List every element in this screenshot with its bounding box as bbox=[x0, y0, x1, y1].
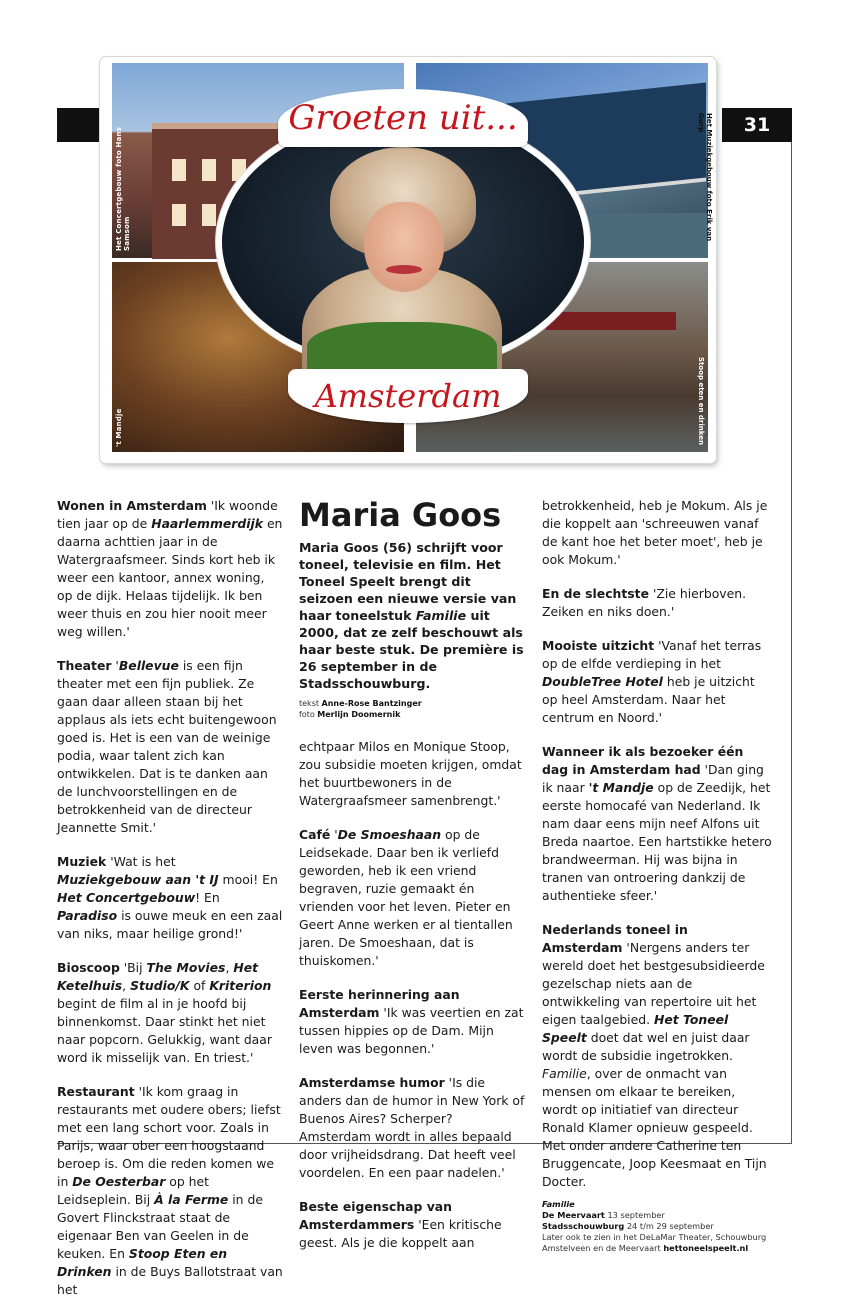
paragraph-toneel: Nederlands toneel in Amsterdam 'Nergens anders ter wereld doet het bestgesubsidieerde gezelschap niets aan de ontwikkeling van repertoire uit het eigen taalgebied. Het Toneel Speelt doet dat wel en juist daar wordt de subsidie ingetrokken. Familie, over de onmacht van mensen om elkaar te bereiken, wordt op initiatief van directeur Ronald Klamer opnieuw gespeeld. Met onder andere Catherine ten Bruggencate, Joop Keesmaat en Tijn Docter. bbox=[542, 922, 767, 1189]
paragraph-herinnering: Eerste herinnering aan Amsterdam 'Ik was veertien en zat tussen hippies op de Dam. Mijn leven was begonnen.' bbox=[299, 987, 524, 1056]
paragraph-uitzicht: Mooiste uitzicht 'Vanaf het terras op de elfde verdieping in het DoubleTree Hotel heb je uitzicht op heel Amsterdam. Naar het centrum en Noord.' bbox=[542, 638, 762, 725]
website-link: hettoneelspeelt.nl bbox=[663, 1243, 749, 1253]
caption-concertgebouw: Het Concertgebouw foto Hans Samsom bbox=[115, 126, 131, 251]
awning-shape bbox=[546, 312, 676, 330]
page-tab-left bbox=[57, 108, 105, 142]
face-shape bbox=[364, 202, 444, 292]
postcard-collage bbox=[100, 57, 716, 463]
paragraph-cafe: Café 'De Smoeshaan op de Leidsekade. Daar ben ik verliefd geworden, heb ik een vriend begraven, ruzie gemaakt én vrienden voor het leven. Pieter en Geert Anne werken er al tientallen jaren. De Smoeshaan, dat is thuiskomen.' bbox=[299, 827, 513, 968]
caption-mandje: 't Mandje bbox=[115, 408, 123, 447]
paragraph-stoop-cont: echtpaar Milos en Monique Stoop, zou subsidie moeten krijgen, omdat het buurtbewoners in de Watergraafsmeer samenbrengt.' bbox=[299, 739, 522, 808]
banner-groeten: Groeten uit... bbox=[278, 89, 528, 147]
column-3 bbox=[542, 497, 772, 1254]
article-credits: tekst Anne-Rose Bantzinger foto Merlijn Doomernik bbox=[299, 699, 422, 719]
column-1 bbox=[57, 497, 283, 1315]
banner-amsterdam: Amsterdam bbox=[288, 369, 528, 423]
article-intro: Maria Goos (56) schrijft voor toneel, televisie en film. Het Toneel Speelt brengt dit seizoen een nieuwe versie van haar toneelstuk Familie uit 2000, dat ze zelf beschouwt als haar beste stuk. De première is 26 september in de Stadsschouwburg. bbox=[299, 540, 524, 691]
paragraph-mokum: betrokkenheid, heb je Mokum. Als je die koppelt aan 'schreeuwen vanaf de kant hoe het beter moet', heb je ook Mokum.' bbox=[542, 498, 768, 567]
paragraph-bezoeker: Wanneer ik als bezoeker één dag in Amsterdam had 'Dan ging ik naar 't Mandje op de Zeedijk, het eerste homocafé van Nederland. Ik nam daar eens mijn neef Alfons uit Breda naartoe. Een hartstikke hetero brandweerman. Hij was bijna in tranen van ontroering dankzij de authentieke sfeer.' bbox=[542, 744, 772, 903]
paragraph-restaurant: Restaurant 'Ik kom graag in restaurants met oudere obers; liefst met een lang schort voor. Zoals in Parijs, waar ober een hoogstaand beroep is. Om die reden komen we in De Oesterbar op het Leidseplein. Bij À la Ferme in de Govert Flinckstraat staat de eigenaar Ben van Geelen in de keuken. En Stoop Eten en Drinken in de Buys Ballotstraat van het bbox=[57, 1084, 283, 1297]
portrait-oval bbox=[222, 117, 584, 367]
column-2 bbox=[299, 497, 527, 1268]
page-number: 31 bbox=[722, 108, 792, 142]
article-title: Maria Goos bbox=[299, 496, 502, 534]
lips-shape bbox=[386, 265, 422, 274]
paragraph-eigenschap: Beste eigenschap van Amsterdammers 'Een kritische geest. Als je die koppelt aan bbox=[299, 1199, 502, 1250]
paragraph-muziek: Muziek 'Wat is het Muziekgebouw aan 't IJ mooi! En Het Concertgebouw! En Paradiso is ouwe meuk en een zaal van niks, maar heilige grond!' bbox=[57, 854, 283, 941]
paragraph-slechtste: En de slechtste 'Zie hierboven. Zeiken en niks doen.' bbox=[542, 586, 747, 619]
performance-info: Familie De Meervaart 13 september Stadsschouwburg 24 t/m 29 september Later ook te zien in het DeLaMar Theater, Schouwburg Amstelveen en de Meervaart hettoneelspeelt.nl bbox=[542, 1199, 767, 1253]
paragraph-humor: Amsterdamse humor 'Is die anders dan de humor in New York of Buenos Aires? Scherper? Amsterdam wordt in alles bepaald door vrijheidsdrang. Dat heeft veel voordelen. En een paar nadelen.' bbox=[299, 1075, 525, 1180]
caption-muziekgebouw: Het Muziekgebouw foto Erik van Gurp bbox=[697, 113, 713, 242]
paragraph-theater: Theater 'Bellevue is een fijn theater met een fijn publiek. Ze gaan daar alleen staan bij het applaus als iets echt buitengewoon goed is. Het is een van de weinige podia, waar talent zich kan ontwikkelen. Dat is te danken aan de lunchvoorstellingen en de betrokkenheid van de directeur Jeannette Smit.' bbox=[57, 658, 277, 835]
caption-stoop: Stoop eten en drinken bbox=[697, 357, 705, 445]
paragraph-bioscoop: Bioscoop 'Bij The Movies, Het Ketelhuis, Studio/K of Kriterion begint de film al in je hoofd bij binnenkomst. Daar stinkt het niet naar popcorn. Gelukkig, want daar word ik misselijk van. En triest.' bbox=[57, 960, 272, 1065]
paragraph-wonen: Wonen in Amsterdam 'Ik woonde tien jaar op de Haarlemmerdijk en daarna achttien jaar in de Watergraafsmeer. Sinds kort heb ik weer een kantoor, annex woning, op de dijk. Helaas tijdelijk. Ik ben weer thuis en zou hier nooit meer weg willen.' bbox=[57, 498, 283, 639]
right-rule bbox=[791, 142, 792, 1144]
